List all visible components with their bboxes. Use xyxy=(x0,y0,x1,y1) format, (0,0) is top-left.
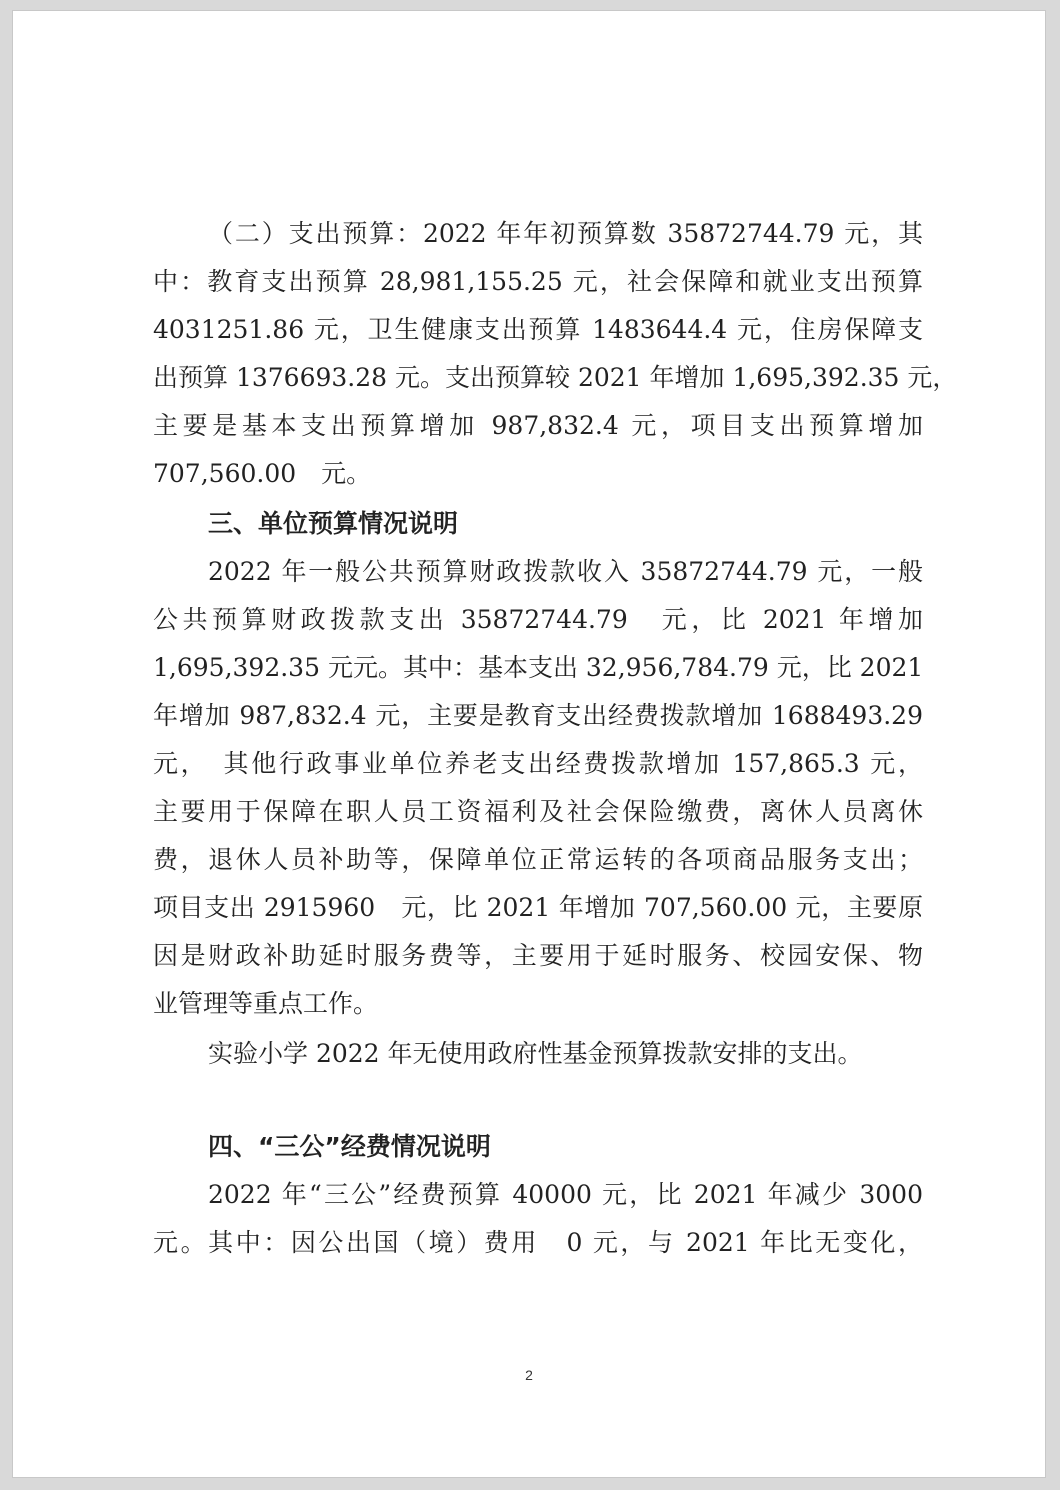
paragraph-line: 年增加 987,832.4 元，主要是教育支出经费拨款增加 1688493.29 xyxy=(153,701,923,730)
paragraph-line: 出预算 1376693.28 元。支出预算较 2021 年增加 1,695,392.35 元， xyxy=(153,363,958,392)
paragraph-line: （二）支出预算：2022 年年初预算数 35872744.79 元，其 xyxy=(208,219,923,248)
paragraph-line: 中：教育支出预算 28,981,155.25 元，社会保障和就业支出预算 xyxy=(153,267,923,296)
paragraph-line: 707,560.00 元。 xyxy=(153,459,372,488)
paragraph-line: 4031251.86 元，卫生健康支出预算 1483644.4 元，住房保障支 xyxy=(153,315,923,344)
paragraph-line: 业管理等重点工作。 xyxy=(153,989,379,1018)
paragraph-line: 1,695,392.35 元元。其中：基本支出 32,956,784.79 元，比 2021 xyxy=(153,653,924,682)
paragraph-line: 主要用于保障在职人员工资福利及社会保险缴费，离休人员离休 xyxy=(153,797,923,826)
paragraph-line: 实验小学 2022 年无使用政府性基金预算拨款安排的支出。 xyxy=(208,1039,863,1068)
paragraph-line: 2022 年一般公共预算财政拨款收入 35872744.79 元，一般 xyxy=(208,557,923,586)
paragraph-line: 元。其中：因公出国（境）费用 0 元，与 2021 年比无变化， xyxy=(153,1228,923,1257)
page-number: 2 xyxy=(525,1367,533,1383)
paragraph-line: 2022 年“三公”经费预算 40000 元，比 2021 年减少 3000 xyxy=(208,1180,923,1209)
section-heading: 四、“三公”经费情况说明 xyxy=(208,1132,491,1161)
paragraph-line: 主要是基本支出预算增加 987,832.4 元，项目支出预算增加 xyxy=(153,411,923,440)
paragraph-line: 费，退休人员补助等，保障单位正常运转的各项商品服务支出； xyxy=(153,845,923,874)
paragraph-line: 元， 其他行政事业单位养老支出经费拨款增加 157,865.3 元， xyxy=(153,749,923,778)
document-page xyxy=(12,10,1046,1478)
paragraph-line: 因是财政补助延时服务费等，主要用于延时服务、校园安保、物 xyxy=(153,941,923,970)
paragraph-line: 公共预算财政拨款支出 35872744.79 元，比 2021 年增加 xyxy=(153,605,923,634)
paragraph-line: 项目支出 2915960 元，比 2021 年增加 707,560.00 元，主要原 xyxy=(153,893,923,922)
section-heading: 三、单位预算情况说明 xyxy=(208,509,459,538)
